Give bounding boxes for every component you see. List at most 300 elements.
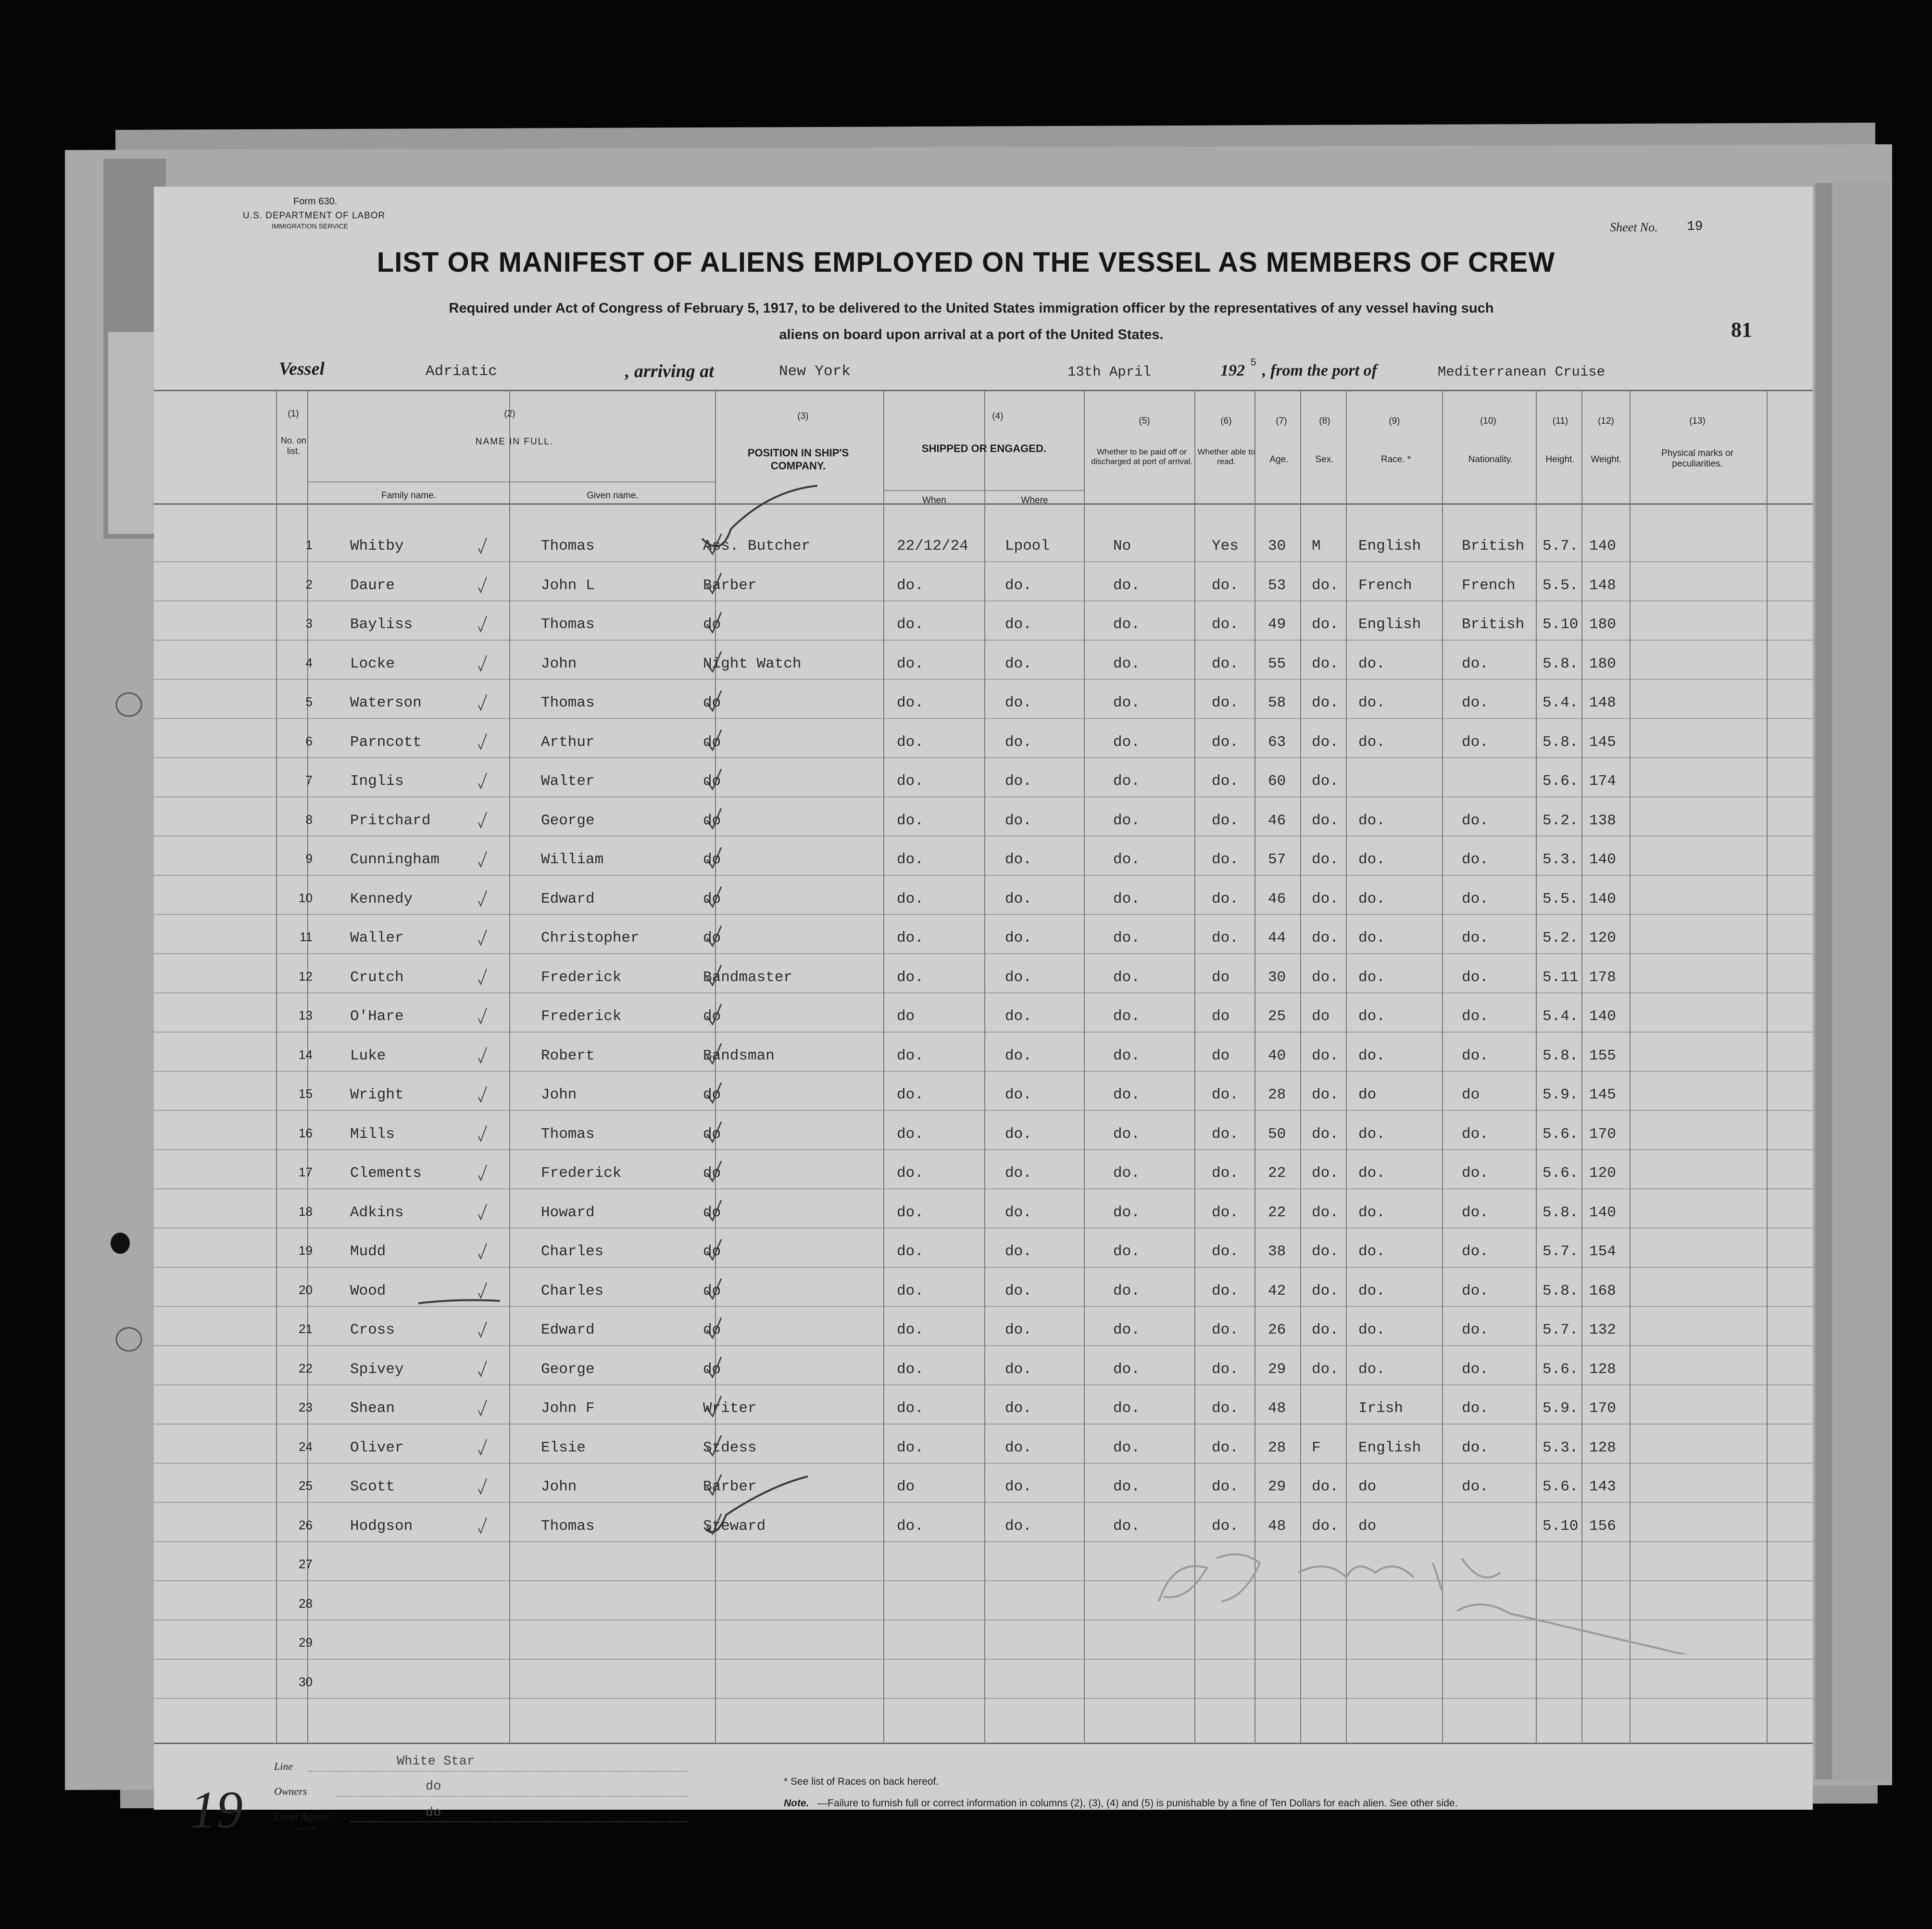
cell-family: Mills — [350, 1125, 395, 1143]
cell-where: do. — [1005, 1322, 1032, 1338]
cell-given: Walter — [541, 773, 595, 790]
cell-paid: do. — [1113, 1086, 1140, 1103]
cell-family: Daure — [350, 577, 395, 594]
cell-height: 5.6. — [1543, 1361, 1579, 1378]
year-suffix: 5 — [1250, 357, 1257, 369]
owners-value: do — [426, 1779, 441, 1794]
cell-paid: do. — [1113, 1243, 1140, 1260]
row-number: 17 — [299, 1165, 313, 1179]
cell-given: Elsie — [541, 1439, 586, 1456]
cell-paid: do. — [1113, 969, 1140, 986]
cell-position: do — [703, 733, 721, 751]
row-number: 5 — [305, 694, 313, 709]
cell-age: 46 — [1268, 890, 1286, 908]
cell-paid: do. — [1113, 1047, 1140, 1064]
cell-given: Thomas — [541, 1517, 595, 1535]
row-number: 8 — [305, 812, 313, 827]
col-num-6: (6) — [1220, 416, 1232, 426]
cell-when: do. — [897, 733, 924, 751]
form-number: Form 630. — [293, 196, 338, 207]
cell-sex: do. — [1312, 1322, 1339, 1338]
cell-weight: 140 — [1589, 890, 1616, 908]
cell-read: do. — [1212, 812, 1239, 829]
page-title: LIST OR MANIFEST OF ALIENS EMPLOYED ON THE VESSEL AS MEMBERS OF CREW — [376, 247, 1556, 278]
cell-when: do — [897, 1008, 915, 1025]
cell-read: do. — [1212, 1282, 1239, 1299]
cell-age: 38 — [1268, 1243, 1286, 1260]
cell-paid: do. — [1113, 890, 1140, 908]
cell-given: William — [541, 851, 604, 868]
cell-age: 58 — [1268, 694, 1286, 711]
cell-height: 5.2. — [1543, 930, 1579, 946]
cell-sex: do. — [1312, 1086, 1339, 1103]
cell-sex: do. — [1312, 773, 1339, 790]
cell-weight: 140 — [1589, 851, 1616, 868]
cell-read: do. — [1212, 655, 1239, 672]
cell-read: do. — [1212, 1400, 1239, 1417]
cell-age: 25 — [1268, 1008, 1286, 1025]
cell-height: 5.10 — [1543, 1517, 1579, 1535]
col-header-position: POSITION IN SHIP'S COMPANY. — [747, 447, 849, 472]
cell-race: do. — [1358, 694, 1385, 711]
cell-weight: 128 — [1589, 1361, 1616, 1378]
arrival-port: New York — [779, 363, 851, 380]
cell-weight: 180 — [1589, 655, 1616, 672]
cell-sex: do. — [1312, 577, 1339, 594]
cell-read: do — [1212, 1047, 1230, 1064]
cell-race: do. — [1358, 1008, 1385, 1025]
cell-when: do. — [897, 1204, 924, 1221]
cell-sex: do — [1312, 1008, 1330, 1025]
cell-paid: do. — [1113, 616, 1140, 633]
cell-when: do. — [897, 1517, 924, 1535]
cell-read: do. — [1212, 1478, 1239, 1495]
cell-family: Shean — [350, 1400, 395, 1417]
cell-nationality: do. — [1462, 969, 1489, 986]
col-num-13: (13) — [1689, 416, 1706, 426]
cell-weight: 170 — [1589, 1125, 1616, 1143]
note-label: Note. — [784, 1798, 809, 1809]
row-number: 3 — [305, 616, 313, 630]
cell-height: 5.11 — [1543, 969, 1579, 986]
cell-nationality: do. — [1462, 694, 1489, 711]
cell-paid: do. — [1113, 1282, 1140, 1299]
cell-position: do — [703, 812, 721, 829]
cell-position: do — [703, 1086, 721, 1103]
cell-weight: 138 — [1589, 812, 1616, 829]
col-header-shipped: SHIPPED OR ENGAGED. — [921, 442, 1047, 454]
cell-given: John — [541, 655, 577, 672]
cell-read: do. — [1212, 1361, 1239, 1378]
cell-race: do. — [1358, 1243, 1385, 1260]
cell-paid: do. — [1113, 773, 1140, 790]
cell-read: Yes — [1212, 538, 1239, 555]
col-header-weight: Weight. — [1591, 454, 1622, 465]
cell-height: 5.8. — [1543, 1204, 1579, 1221]
cell-where: do. — [1005, 577, 1032, 594]
cell-read: do. — [1212, 1243, 1239, 1260]
cell-when: do. — [897, 577, 924, 594]
cell-given: Arthur — [541, 733, 595, 751]
cell-sex: F — [1312, 1439, 1321, 1456]
cell-age: 42 — [1268, 1282, 1286, 1299]
cell-when: do. — [897, 969, 924, 986]
cell-age: 48 — [1268, 1400, 1286, 1417]
cell-sex: do. — [1312, 890, 1339, 908]
cell-given: Charles — [541, 1243, 604, 1260]
row-number: 13 — [299, 1008, 313, 1022]
cell-read: do. — [1212, 733, 1239, 751]
row-number: 28 — [299, 1596, 313, 1611]
cell-age: 29 — [1268, 1361, 1286, 1378]
cell-sex: do. — [1312, 733, 1339, 751]
cell-nationality: do. — [1462, 812, 1489, 829]
cell-race: do. — [1358, 969, 1385, 986]
cell-race: do. — [1358, 1125, 1385, 1143]
cell-sex: do. — [1312, 851, 1339, 868]
cell-when: do. — [897, 890, 924, 908]
cell-weight: 145 — [1589, 1086, 1616, 1103]
cell-weight: 140 — [1589, 1008, 1616, 1025]
cell-sex: do. — [1312, 930, 1339, 946]
cell-sex: do. — [1312, 969, 1339, 986]
cell-read: do. — [1212, 851, 1239, 868]
cell-sex: do. — [1312, 1282, 1339, 1299]
cell-where: do. — [1005, 1204, 1032, 1221]
row-number: 18 — [299, 1204, 313, 1219]
cell-position: do — [703, 1165, 721, 1182]
cell-paid: do. — [1113, 1439, 1140, 1456]
cell-position: do — [703, 930, 721, 946]
cell-height: 5.7. — [1543, 1322, 1579, 1338]
cell-read: do. — [1212, 577, 1239, 594]
cell-nationality: do — [1462, 1086, 1480, 1103]
cell-family: Clements — [350, 1165, 422, 1182]
cell-height: 5.3. — [1543, 851, 1579, 868]
cell-when: do. — [897, 694, 924, 711]
cell-read: do. — [1212, 890, 1239, 908]
cell-nationality: do. — [1462, 655, 1489, 672]
cell-paid: do. — [1113, 1204, 1140, 1221]
cell-family: Hodgson — [350, 1517, 413, 1535]
cell-age: 30 — [1268, 538, 1286, 555]
cell-paid: No — [1113, 538, 1131, 555]
cell-age: 44 — [1268, 930, 1286, 946]
cell-given: Thomas — [541, 538, 595, 555]
col-header-height: Height. — [1545, 454, 1575, 465]
cell-nationality: do. — [1462, 1282, 1489, 1299]
cell-race: do — [1358, 1517, 1377, 1535]
row-number: 15 — [299, 1086, 313, 1101]
cell-family: Wright — [350, 1086, 404, 1103]
cell-height: 5.6. — [1543, 1165, 1579, 1182]
agents-label: Local Agents — [274, 1811, 330, 1823]
cell-when: do. — [897, 1047, 924, 1064]
row-number: 11 — [300, 930, 313, 944]
cell-when: do. — [897, 1086, 924, 1103]
cell-age: 55 — [1268, 655, 1286, 672]
cell-where: do. — [1005, 1086, 1032, 1103]
cell-family: Waterson — [350, 694, 422, 711]
col-header-where: Where — [1021, 495, 1048, 505]
col-num-11: (11) — [1552, 416, 1568, 426]
row-number: 27 — [299, 1557, 313, 1571]
cell-age: 22 — [1268, 1204, 1286, 1221]
cell-where: Lpool — [1005, 538, 1050, 555]
cell-race: English — [1358, 1439, 1421, 1456]
col-num-5: (5) — [1139, 416, 1150, 426]
cell-where: do. — [1005, 1400, 1032, 1417]
col-header-race: Race. * — [1380, 454, 1411, 465]
cell-where: do. — [1005, 1282, 1032, 1299]
vessel-name: Adriatic — [426, 363, 497, 380]
cell-height: 5.6. — [1543, 1125, 1579, 1143]
cell-age: 57 — [1268, 851, 1286, 868]
cell-given: John — [541, 1086, 577, 1103]
cell-paid: do. — [1113, 1478, 1140, 1495]
cell-weight: 155 — [1589, 1047, 1616, 1064]
cell-age: 46 — [1268, 812, 1286, 829]
cell-race: do. — [1358, 1282, 1385, 1299]
cell-weight: 170 — [1589, 1400, 1616, 1417]
cell-where: do. — [1005, 812, 1032, 829]
cell-height: 5.6. — [1543, 1478, 1579, 1495]
sheet-number: 19 — [1687, 219, 1703, 234]
cell-given: Charles — [541, 1282, 604, 1299]
cell-weight: 140 — [1589, 538, 1616, 555]
cell-given: George — [541, 812, 595, 829]
cell-family: Whitby — [350, 538, 404, 555]
cell-race: do. — [1358, 1322, 1385, 1338]
service-label: IMMIGRATION SERVICE — [272, 222, 348, 230]
cell-paid: do. — [1113, 1361, 1140, 1378]
cell-family: Cunningham — [350, 851, 440, 868]
cell-race: do. — [1358, 1204, 1385, 1221]
cell-race: do. — [1358, 1047, 1385, 1064]
cell-paid: do. — [1113, 812, 1140, 829]
owners-label: Owners — [274, 1785, 307, 1797]
cell-read: do. — [1212, 616, 1239, 633]
cell-where: do. — [1005, 694, 1032, 711]
cell-when: do — [897, 1478, 915, 1495]
row-number: 26 — [299, 1517, 313, 1532]
cell-sex: do. — [1312, 694, 1339, 711]
cell-position: do — [703, 851, 721, 868]
cell-where: do. — [1005, 1478, 1032, 1495]
cell-where: do. — [1005, 1517, 1032, 1535]
cell-weight: 140 — [1589, 1204, 1616, 1221]
margin-sheet-number: 19 — [190, 1780, 243, 1839]
cell-height: 5.2. — [1543, 812, 1579, 829]
cell-family: Cross — [350, 1322, 395, 1338]
cell-nationality: do. — [1462, 1204, 1489, 1221]
cell-read: do. — [1212, 930, 1239, 946]
cell-family: Oliver — [350, 1439, 404, 1456]
row-number: 12 — [299, 969, 313, 983]
cell-race: English — [1358, 616, 1421, 633]
cell-family: Kennedy — [350, 890, 413, 908]
cell-where: do. — [1005, 890, 1032, 908]
cell-weight: 128 — [1589, 1439, 1616, 1456]
cell-read: do. — [1212, 1125, 1239, 1143]
cell-paid: do. — [1113, 733, 1140, 751]
arriving-label: , arriving at — [625, 361, 714, 381]
cell-given: John F — [541, 1400, 595, 1417]
cell-nationality: British — [1462, 538, 1525, 555]
races-footnote: * See list of Races on back hereof. — [784, 1776, 939, 1787]
cell-height: 5.5. — [1543, 577, 1579, 594]
cell-position: do — [703, 1125, 721, 1143]
cell-when: do. — [897, 1282, 924, 1299]
cell-nationality: do. — [1462, 1361, 1489, 1378]
cell-nationality: do. — [1462, 890, 1489, 908]
cell-position: do — [703, 773, 721, 790]
col-header-sex: Sex. — [1315, 454, 1334, 465]
cell-nationality: do. — [1462, 1008, 1489, 1025]
cell-given: Frederick — [541, 1165, 622, 1182]
cell-position: do — [703, 890, 721, 908]
row-number: 22 — [299, 1361, 313, 1375]
col-header-nationality: Nationality. — [1468, 454, 1513, 465]
cell-race: do. — [1358, 890, 1385, 908]
row-number: 1 — [305, 538, 313, 552]
cell-height: 5.7. — [1543, 538, 1579, 555]
cell-race: do. — [1358, 851, 1385, 868]
cell-sex: do. — [1312, 812, 1339, 829]
cell-age: 40 — [1268, 1047, 1286, 1064]
cell-family: Pritchard — [350, 812, 431, 829]
cell-race: do. — [1358, 1165, 1385, 1182]
col-header-when: When — [922, 495, 946, 505]
cell-where: do. — [1005, 1361, 1032, 1378]
cell-nationality: do. — [1462, 1439, 1489, 1456]
cell-position: do — [703, 1322, 721, 1338]
cell-paid: do. — [1113, 694, 1140, 711]
arrival-date: 13th April — [1067, 364, 1152, 380]
cell-age: 30 — [1268, 969, 1286, 986]
cell-nationality: do. — [1462, 1400, 1489, 1417]
cell-given: Thomas — [541, 694, 595, 711]
cell-given: Frederick — [541, 1008, 622, 1025]
col-num-9: (9) — [1389, 416, 1400, 426]
cell-position: Barber — [703, 577, 757, 594]
cell-height: 5.5. — [1543, 890, 1579, 908]
cell-family: Adkins — [350, 1204, 404, 1221]
cell-race: do. — [1358, 733, 1385, 751]
cell-where: do. — [1005, 969, 1032, 986]
cell-weight: 145 — [1589, 733, 1616, 751]
note-text: —Failure to furnish full or correct information in columns (2), (3), (4) and (5) is punishable by a fine of Ten Dollars for each alien. See other side. — [817, 1798, 1458, 1809]
cell-where: do. — [1005, 733, 1032, 751]
col-header-name: NAME IN FULL. — [475, 437, 554, 447]
cell-race: do. — [1358, 930, 1385, 946]
row-number: 10 — [299, 890, 313, 905]
cell-height: 5.9. — [1543, 1400, 1579, 1417]
cell-position: Barber — [703, 1478, 757, 1495]
line-label: Line — [274, 1760, 293, 1772]
sheet-label: Sheet No. — [1610, 220, 1658, 234]
cell-weight: 178 — [1589, 969, 1616, 986]
origin-port: Mediterranean Cruise — [1438, 364, 1606, 380]
cell-height: 5.7. — [1543, 1243, 1579, 1260]
cell-when: do. — [897, 1361, 924, 1378]
cell-read: do. — [1212, 1517, 1239, 1535]
cell-age: 50 — [1268, 1125, 1286, 1143]
cell-sex: do. — [1312, 1125, 1339, 1143]
cell-nationality: do. — [1462, 1478, 1489, 1495]
col-header-marks: Physical marks or peculiarities. — [1661, 448, 1733, 469]
cell-given: John L — [541, 577, 595, 594]
cell-nationality: do. — [1462, 1243, 1489, 1260]
cell-nationality: do. — [1462, 1165, 1489, 1182]
cell-race: French — [1358, 577, 1412, 594]
cell-given: Edward — [541, 890, 595, 908]
cell-position: Bandmaster — [703, 969, 793, 986]
page-number: 81 — [1731, 318, 1752, 341]
cell-weight: 156 — [1589, 1517, 1616, 1535]
cell-read: do. — [1212, 694, 1239, 711]
col-num-1: (1) — [288, 409, 299, 419]
cell-height: 5.9. — [1543, 1086, 1579, 1103]
cell-race: do. — [1358, 1361, 1385, 1378]
cell-sex: do. — [1312, 655, 1339, 672]
cell-age: 29 — [1268, 1478, 1286, 1495]
cell-given: Thomas — [541, 616, 595, 633]
cell-family: Luke — [350, 1047, 386, 1064]
col-num-3: (3) — [797, 411, 809, 421]
cell-when: do. — [897, 1243, 924, 1260]
cell-where: do. — [1005, 773, 1032, 790]
cell-given: Frederick — [541, 969, 622, 986]
cell-nationality: British — [1462, 616, 1525, 633]
row-number: 19 — [299, 1243, 313, 1258]
cell-sex: do. — [1312, 1243, 1339, 1260]
cell-given: John — [541, 1478, 577, 1495]
subtitle-line-1: Required under Act of Congress of February 5, 1917, to be delivered to the United States immigration officer by the representatives of any vessel having such — [449, 301, 1494, 316]
cell-given: George — [541, 1361, 595, 1378]
col-header-paid-off: Whether to be paid off or discharged at port of arrival. — [1091, 447, 1192, 466]
col-num-12: (12) — [1598, 416, 1614, 426]
cell-nationality: do. — [1462, 1125, 1489, 1143]
cell-family: Crutch — [350, 969, 404, 986]
cell-when: do. — [897, 616, 924, 633]
cell-sex: do. — [1312, 1204, 1339, 1221]
cell-where: do. — [1005, 655, 1032, 672]
cell-age: 49 — [1268, 616, 1286, 633]
cell-family: Locke — [350, 655, 395, 672]
cell-where: do. — [1005, 1439, 1032, 1456]
cell-read: do. — [1212, 1204, 1239, 1221]
cell-position: Writer — [703, 1400, 757, 1417]
cell-age: 26 — [1268, 1322, 1286, 1338]
row-number: 14 — [299, 1047, 313, 1062]
cell-height: 5.6. — [1543, 773, 1579, 790]
cell-when: do. — [897, 851, 924, 868]
subtitle-line-2: aliens on board upon arrival at a port of the United States. — [779, 327, 1164, 342]
cell-age: 53 — [1268, 577, 1286, 594]
cell-position: do — [703, 1204, 721, 1221]
cell-height: 5.8. — [1543, 1047, 1579, 1064]
cell-position: Night Watch — [703, 655, 802, 672]
cell-height: 5.10 — [1543, 616, 1579, 633]
cell-given: Christopher — [541, 930, 640, 946]
cell-sex: do. — [1312, 616, 1339, 633]
cell-read: do. — [1212, 1165, 1239, 1182]
vessel-label: Vessel — [279, 359, 325, 379]
cell-paid: do. — [1113, 577, 1140, 594]
col-num-8: (8) — [1319, 416, 1330, 426]
cell-height: 5.8. — [1543, 655, 1579, 672]
